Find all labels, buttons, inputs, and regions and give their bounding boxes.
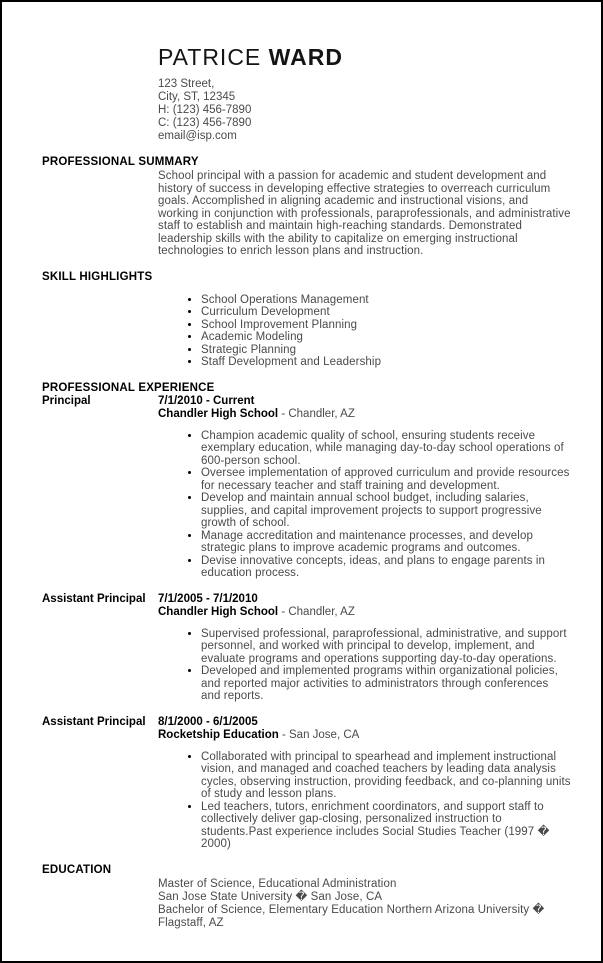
job-bullet: • Manage accreditation and maintenance processes, and develop strategic plans to improve academic programs and outcomes. xyxy=(201,530,571,555)
section-education xyxy=(42,864,571,930)
summary-heading: PROFESSIONAL SUMMARY xyxy=(42,156,199,168)
job-company-line xyxy=(158,729,571,742)
contact-city: City, ST, 12345 xyxy=(158,91,236,103)
job-dates: 8/1/2000 - 6/1/2005 xyxy=(158,715,258,728)
job-dates: 7/1/2010 - Current xyxy=(158,394,255,407)
education-line: Bachelor of Science, Elementary Education Northern Arizona University � Flagstaff, AZ xyxy=(158,903,545,929)
person-name xyxy=(158,44,571,70)
job-entry xyxy=(42,716,571,851)
job-entry xyxy=(42,395,571,580)
job-bullet: • Developed and implemented programs within organizational policies, and reported major activities to administrators through conferences and reports. xyxy=(201,665,571,703)
job-bullet: • Led teachers, tutors, enrichment coordinators, and support staff to collectively deliver gap-closing, personalized instruction to students.Past experience includes Social Studies Teacher (1997 � 2000) xyxy=(201,801,571,851)
job-company: Chandler High School xyxy=(158,407,279,420)
education-line: Master of Science, Educational Administration xyxy=(158,877,397,890)
job-bullet: • Oversee implementation of approved curriculum and provide resources for necessary teacher and staff training and development. xyxy=(201,467,571,492)
resume-content xyxy=(2,2,601,930)
contact-email: email@isp.com xyxy=(158,130,237,142)
skill-item: • School Improvement Planning xyxy=(201,319,571,332)
education-content xyxy=(158,878,571,930)
skills-list xyxy=(158,294,571,369)
job-location: - Chandler, AZ xyxy=(281,407,355,420)
job-bullet: • Collaborated with principal to spearhead and implement instructional vision, and managed and coached teachers by leading data analysis cycles, observing instruction, providing feedback, and co-planning units of study and lesson plans. xyxy=(201,751,571,801)
education-heading: EDUCATION xyxy=(42,863,112,876)
experience-heading: PROFESSIONAL EXPERIENCE xyxy=(42,381,215,394)
section-professional-summary xyxy=(42,156,571,258)
job-company-line xyxy=(158,408,571,421)
summary-text: School principal with a passion for academic and student development and history of success in developing effective strategies to overreach curriculum goals. Accomplished in aligning academic and instructional visions, and working in conjunction with professionals, paraprofessionals, and administrative staff to establish and maintain high-reaching standards. Demonstrated leadership skills with the ability to capitalize on emerging instructional technologies to enrich lesson plans and instruction. xyxy=(158,170,571,257)
section-skill-highlights xyxy=(42,271,571,369)
job-company-line xyxy=(158,606,571,619)
contact-street: 123 Street, xyxy=(158,78,215,90)
job-details xyxy=(158,593,571,703)
last-name: WARD xyxy=(268,44,343,70)
job-bullet: • Champion academic quality of school, ensuring students receive exemplary education, while managing day-to-day school operations of 600-person school. xyxy=(201,430,571,468)
job-company: Chandler High School xyxy=(158,605,279,618)
job-bullet: • Develop and maintain annual school budget, including salaries, supplies, and capital improvement projects to support progressive growth of school. xyxy=(201,492,571,530)
job-title: Principal xyxy=(42,394,91,407)
job-entry xyxy=(42,593,571,703)
job-bullet: • Devise innovative concepts, ideas, and plans to engage parents in education process. xyxy=(201,555,571,580)
job-bullet: • Supervised professional, paraprofessional, administrative, and support personnel, and worked with principal to develop, implement, and evaluate programs and operations supporting day-to-day operations. xyxy=(201,628,571,666)
contact-cell-phone: C: (123) 456-7890 xyxy=(158,117,252,129)
header xyxy=(158,44,571,143)
skill-item: • Staff Development and Leadership xyxy=(201,356,571,369)
skills-heading: SKILL HIGHLIGHTS xyxy=(42,270,153,283)
job-dates: 7/1/2005 - 7/1/2010 xyxy=(158,592,258,605)
skill-item: • Strategic Planning xyxy=(201,344,571,357)
job-location: - San Jose, CA xyxy=(281,728,360,741)
job-details xyxy=(158,395,571,580)
contact-home-phone: H: (123) 456-7890 xyxy=(158,104,252,116)
education-line: San Jose State University � San Jose, CA xyxy=(158,890,383,903)
contact-block xyxy=(158,78,571,143)
job-company: Rocketship Education xyxy=(158,728,279,741)
skills-content xyxy=(158,294,571,369)
job-title: Assistant Principal xyxy=(42,592,146,605)
skill-item: • School Operations Management xyxy=(201,294,571,307)
job-bullet-list xyxy=(158,430,571,580)
skill-item: • Academic Modeling xyxy=(201,331,571,344)
first-name: PATRICE xyxy=(158,44,262,70)
job-bullet-list xyxy=(158,751,571,851)
job-details xyxy=(158,716,571,851)
job-title: Assistant Principal xyxy=(42,715,146,728)
job-bullet-list xyxy=(158,628,571,703)
section-professional-experience xyxy=(42,382,571,851)
skill-item: • Curriculum Development xyxy=(201,306,571,319)
job-location: - Chandler, AZ xyxy=(281,605,355,618)
